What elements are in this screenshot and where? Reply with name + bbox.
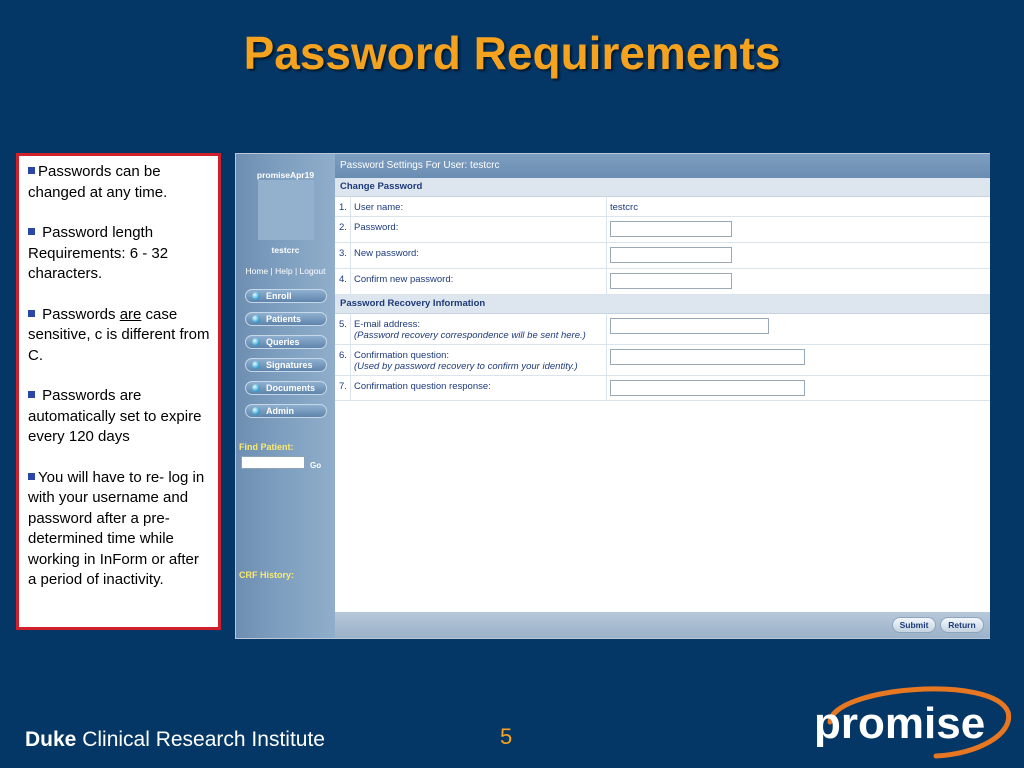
- go-button[interactable]: Go: [310, 461, 322, 470]
- email-hint: (Password recovery correspondence will be sent here.): [354, 330, 586, 341]
- bullet-icon: [252, 315, 260, 323]
- question-hint: (Used by password recovery to confirm your identity.): [354, 361, 578, 372]
- divider: [606, 345, 607, 375]
- question-label: Confirmation question: (Used by password recovery to confirm your identity.): [354, 350, 578, 372]
- divider: [606, 243, 607, 268]
- form-row: 4. Confirm new password:: [335, 269, 990, 295]
- form-row: 5. E-mail address: (Password recovery correspondence will be sent here.): [335, 314, 990, 345]
- divider: [606, 197, 607, 216]
- new-password-field[interactable]: [610, 247, 732, 263]
- section-change-password: Change Password: [335, 178, 990, 197]
- email-label: E-mail address: (Password recovery correspondence will be sent here.): [354, 319, 586, 341]
- notes-box: [16, 153, 221, 630]
- response-field[interactable]: [610, 380, 805, 396]
- nav-queries-button[interactable]: Queries: [245, 335, 327, 349]
- form-row: 7. Confirmation question response:: [335, 376, 990, 401]
- panel-title: Password Settings For User: testcrc: [335, 154, 990, 178]
- return-button[interactable]: Return: [940, 617, 984, 633]
- nav-enroll-button[interactable]: Enroll: [245, 289, 327, 303]
- note-4: Passwords are automatically set to expire every 120 days: [28, 387, 202, 445]
- note-2: Password length Requirements: 6 - 32 characters.: [28, 224, 169, 282]
- promise-logo: [808, 682, 1018, 762]
- note-3: Passwords are case sensitive, c is different from C.: [28, 305, 210, 364]
- email-field[interactable]: [610, 318, 769, 334]
- app-screenshot: [235, 153, 990, 639]
- user-photo: [258, 180, 314, 240]
- nav-patients-button[interactable]: Patients: [245, 312, 327, 326]
- confirm-password-label: Confirm new password:: [354, 274, 454, 285]
- response-label: Confirmation question response:: [354, 381, 491, 392]
- nav-documents-button[interactable]: Documents: [245, 381, 327, 395]
- square-bullet-icon: [28, 310, 35, 317]
- square-bullet-icon: [28, 167, 35, 174]
- square-bullet-icon: [28, 473, 35, 480]
- divider: [606, 314, 607, 344]
- square-bullet-icon: [28, 391, 35, 398]
- note-1: Passwords can be changed at any time.: [28, 163, 168, 201]
- password-field[interactable]: [610, 221, 732, 237]
- find-patient-input[interactable]: [241, 456, 305, 469]
- divider: [606, 376, 607, 400]
- top-links: Home | Help | Logout: [245, 266, 326, 276]
- bullet-icon: [252, 338, 260, 346]
- bullet-icon: [252, 292, 260, 300]
- divider: [350, 269, 351, 294]
- sidebar: [236, 154, 335, 638]
- nav-admin-button[interactable]: Admin: [245, 404, 327, 418]
- section-recovery: Password Recovery Information: [335, 295, 990, 314]
- divider: [606, 269, 607, 294]
- home-link[interactable]: Home: [245, 266, 269, 276]
- note-5: You will have to re- log in with your username and password after a pre-determined time while working in InForm or after a period of inactivity.: [28, 468, 205, 588]
- form-row: 6. Confirmation question: (Used by password recovery to confirm your identity.): [335, 345, 990, 376]
- divider: [350, 376, 351, 400]
- logout-link[interactable]: Logout: [299, 266, 326, 276]
- form-row: 3. New password:: [335, 243, 990, 269]
- org-name: Duke Clinical Research Institute: [25, 728, 325, 751]
- form-row: 2. Password:: [335, 217, 990, 243]
- username-value: testcrc: [610, 202, 638, 213]
- divider: [350, 217, 351, 242]
- user-name: testcrc: [271, 245, 300, 255]
- study-name: promiseApr19: [256, 170, 315, 180]
- question-field[interactable]: [610, 349, 805, 365]
- divider: [350, 345, 351, 375]
- action-bar: [335, 612, 990, 638]
- username-label: User name:: [354, 202, 404, 213]
- help-link[interactable]: Help: [275, 266, 293, 276]
- square-bullet-icon: [28, 228, 35, 235]
- divider: [350, 197, 351, 216]
- bullet-icon: [252, 384, 260, 392]
- bullet-icon: [252, 407, 260, 415]
- new-password-label: New password:: [354, 248, 419, 259]
- confirm-password-field[interactable]: [610, 273, 732, 289]
- bullet-icon: [252, 361, 260, 369]
- main-panel: [335, 154, 990, 638]
- divider: [350, 243, 351, 268]
- crf-history-label: CRF History:: [239, 570, 295, 580]
- submit-button[interactable]: Submit: [892, 617, 936, 633]
- find-patient-label: Find Patient:: [239, 442, 294, 452]
- divider: [350, 314, 351, 344]
- nav-signatures-button[interactable]: Signatures: [245, 358, 327, 372]
- page-number: 5: [500, 724, 513, 749]
- slide-title: Password Requirements: [243, 27, 781, 79]
- divider: [606, 217, 607, 242]
- logo-wordmark: promise: [814, 699, 986, 748]
- password-label: Password:: [354, 222, 399, 233]
- form-row: 1. User name: testcrc: [335, 197, 990, 217]
